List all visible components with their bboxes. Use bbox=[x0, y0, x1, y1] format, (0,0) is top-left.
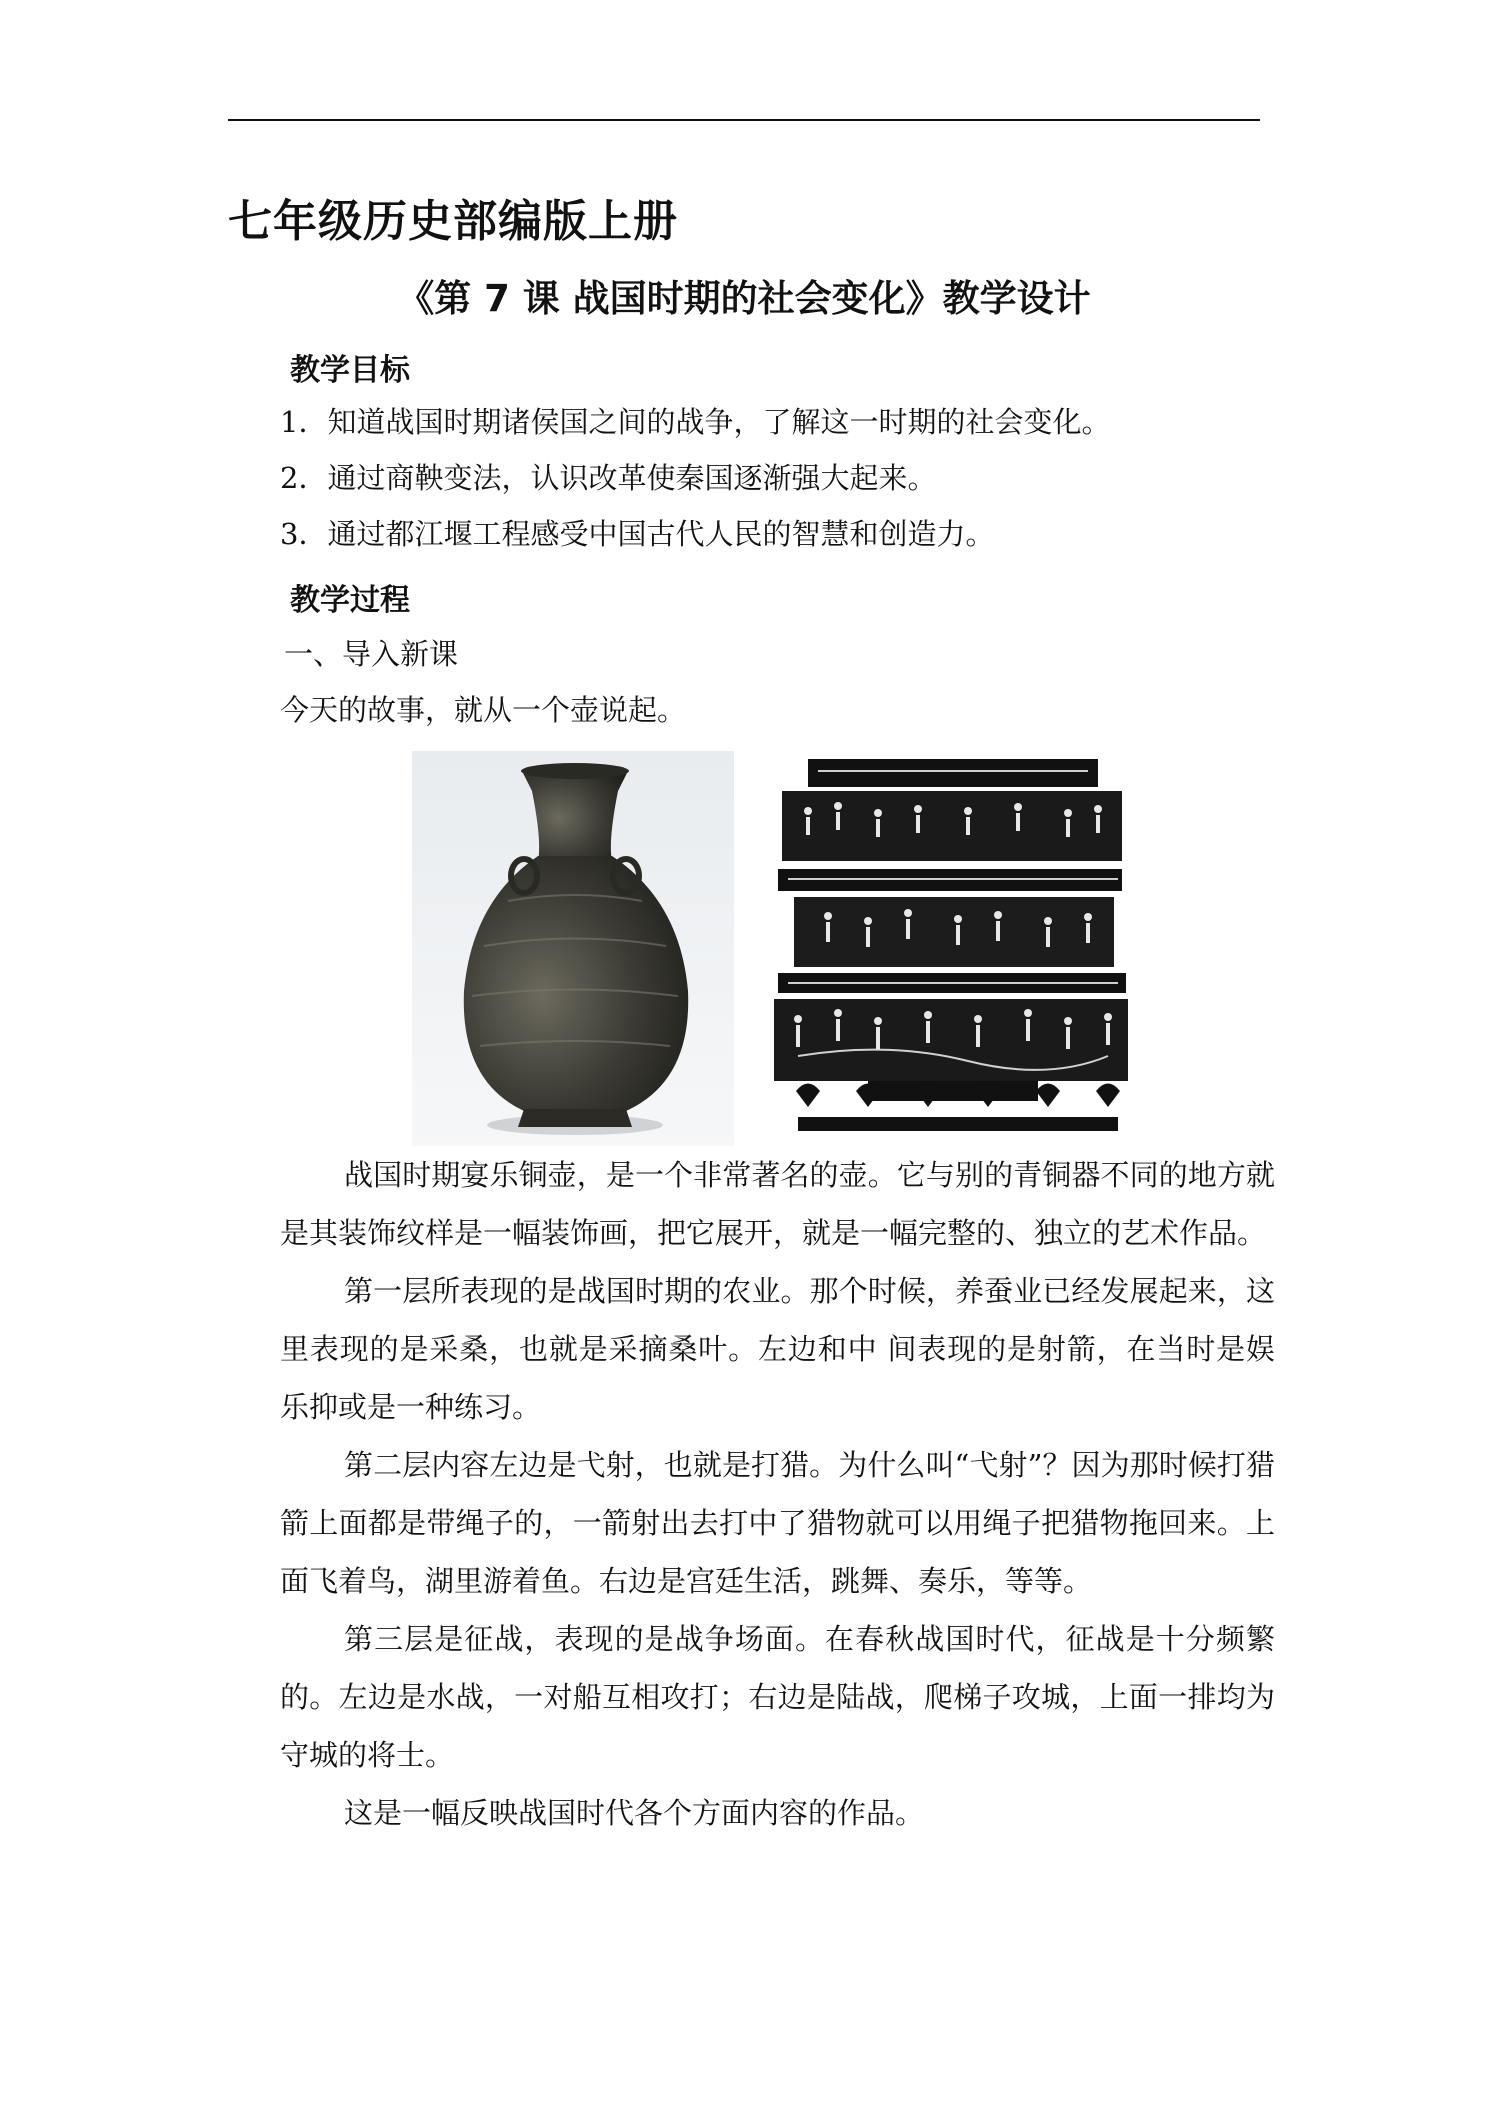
process-heading: 教学过程 bbox=[290, 583, 410, 618]
objectives-heading: 教学目标 bbox=[290, 353, 410, 388]
paragraph-vase-intro: 战国时期宴乐铜壶，是一个非常著名的壶。它与别的青铜器不同的地方就是其装饰纹样是一幅装饰画，把它展开，就是一幅完整的、独立的艺术作品。 bbox=[280, 1158, 1275, 1250]
lesson-title: 《第 7 课 战国时期的社会变化》教学设计 bbox=[397, 277, 1091, 320]
vase-pattern-rubbing bbox=[768, 751, 1132, 1141]
paragraph-tier-1: 第一层所表现的是战国时期的农业。那个时候，养蚕业已经发展起来，这里表现的是采桑，也就是采摘桑叶。左边和中 间表现的是射箭，在当时是娱乐抑或是一种练习。 bbox=[280, 1274, 1275, 1424]
objective-item-2: 2．通过商鞅变法，认识改革使秦国逐渐强大起来。 bbox=[280, 461, 937, 495]
objective-item-1: 1．知道战国时期诸侯国之间的战争，了解这一时期的社会变化。 bbox=[280, 405, 1111, 439]
paragraph-tier-3: 第三层是征战，表现的是战争场面。在春秋战国时代，征战是十分频繁的。左边是水战，一对船互相攻打；右边是陆战，爬梯子攻城，上面一排均为守城的将士。 bbox=[280, 1622, 1275, 1772]
intro-sentence: 今天的故事，就从一个壶说起。 bbox=[280, 693, 687, 727]
bronze-vase-pattern-rubbing-icon bbox=[768, 751, 1132, 1141]
body-text bbox=[280, 1146, 1275, 1842]
bronze-hu-vase-photo-icon bbox=[412, 751, 734, 1146]
header-rule bbox=[228, 119, 1260, 121]
paragraph-summary: 这是一幅反映战国时代各个方面内容的作品。 bbox=[344, 1796, 925, 1830]
paragraph-tier-2: 第二层内容左边是弋射，也就是打猎。为什么叫“弋射”？因为那时候打猎箭上面都是带绳子的，一箭射出去打中了猎物就可以用绳子把猎物拖回来。上面飞着鸟，湖里游着鱼。右边是宫廷生活，跳舞、奏乐，等等。 bbox=[280, 1448, 1275, 1598]
section-heading-intro: 一、导入新课 bbox=[284, 637, 459, 671]
document-title: 七年级历史部编版上册 bbox=[228, 196, 678, 247]
bronze-vase-photo bbox=[412, 751, 734, 1146]
objective-item-3: 3．通过都江堰工程感受中国古代人民的智慧和创造力。 bbox=[280, 517, 995, 551]
